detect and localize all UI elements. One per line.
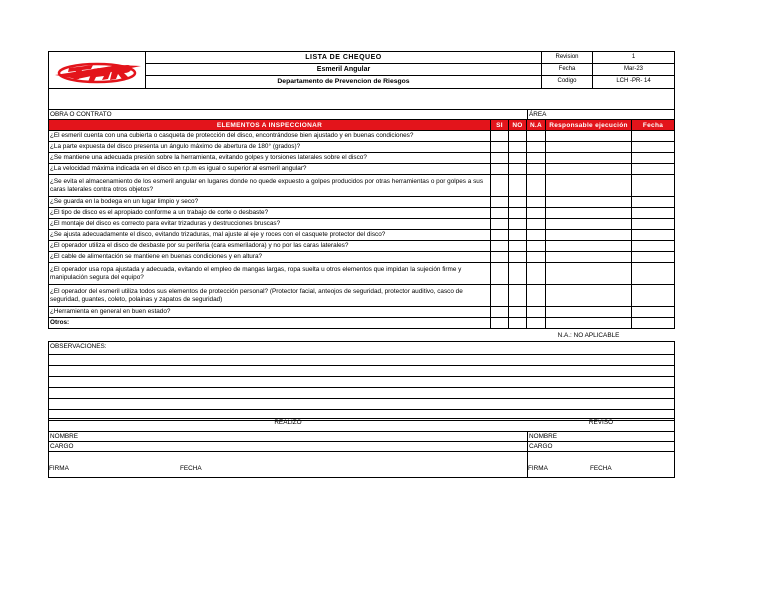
cell-fecha[interactable] bbox=[631, 262, 675, 285]
inspection-item: ¿El tipo de disco es el apropiado conforme a un trabajo de corte o desbaste? bbox=[48, 207, 491, 219]
logo-box bbox=[48, 51, 146, 89]
cell-na[interactable] bbox=[526, 317, 546, 329]
inspection-item: ¿El operador usa ropa ajustada y adecuada, evitando el empleo de mangas largas, ropa suelta u otros elementos que impidan la sujeción firme y manipulación segura del equipo? bbox=[48, 262, 491, 285]
reviso-firma-label: FIRMA bbox=[528, 465, 548, 472]
cell-no[interactable] bbox=[508, 317, 527, 329]
reviso-nombre-field[interactable]: NOMBRE bbox=[527, 431, 675, 442]
realizo-fecha-label: FECHA bbox=[180, 465, 202, 472]
cell-responsable[interactable] bbox=[545, 317, 632, 329]
inspection-item: Otros: bbox=[48, 317, 491, 329]
inspection-item: ¿El operador del esmeril utiliza todos sus elementos de protección personal? (Protector facial, anteojos de seguridad, protector auditivo, casco de seguridad, guantes, coleto, polainas y zapatos de seguridad) bbox=[48, 284, 491, 307]
meta-label-1: Fecha bbox=[541, 63, 593, 76]
document-subtitle: Esmeril Angular bbox=[145, 63, 542, 76]
cell-si[interactable] bbox=[490, 284, 509, 307]
inspection-item: ¿El operador utiliza el disco de desbaste por su periferia (cara esmeriladora) y no por las caras laterales? bbox=[48, 240, 491, 252]
col-header-na: N.A bbox=[526, 119, 546, 131]
inspection-item: ¿Herramienta en general en buen estado? bbox=[48, 306, 491, 318]
company-logo bbox=[49, 52, 145, 88]
cell-si[interactable] bbox=[490, 174, 509, 197]
reviso-fecha-label: FECHA bbox=[590, 465, 612, 472]
meta-value-2: LCH -PR- 14 bbox=[592, 75, 675, 89]
inspection-item: ¿El esmeril cuenta con una cubierta o casqueta de protección del disco, encontrándose bien ajustado y en buenas condiciones? bbox=[48, 130, 491, 142]
inspection-item: ¿La parte expuesta del disco presenta un ángulo máximo de abertura de 180° (grados)? bbox=[48, 141, 491, 153]
col-header-responsable: Responsable ejecución bbox=[545, 119, 632, 131]
reviso-title: REVISÓ bbox=[588, 419, 614, 426]
realizo-firma-label: FIRMA bbox=[49, 465, 69, 472]
realizo-title: REALIZÓ bbox=[274, 419, 302, 426]
document-title: LISTA DE CHEQUEO bbox=[145, 51, 542, 64]
cell-responsable[interactable] bbox=[545, 262, 632, 285]
cell-si[interactable] bbox=[490, 262, 509, 285]
meta-value-0: 1 bbox=[592, 51, 675, 64]
cell-no[interactable] bbox=[508, 262, 527, 285]
inspection-item: ¿Se ajusta adecuadamente el disco, evitando trizaduras, mal ajuste al eje y roces con el casquete protector del disco? bbox=[48, 229, 491, 241]
meta-label-0: Revision bbox=[541, 51, 593, 64]
obra-contrato-label: OBRA O CONTRATO bbox=[48, 109, 528, 120]
inspection-item: ¿Se evita el almacenamiento de los esmeril angular en lugares donde no quede expuesto a golpes producidos por otras herramientas o por golpes a sus caras laterales contra otros objetos? bbox=[48, 174, 491, 197]
department-name: Departamento de Prevencion de Riesgos bbox=[145, 75, 542, 89]
col-header-si: SI bbox=[490, 119, 509, 131]
cell-si[interactable] bbox=[490, 317, 509, 329]
inspection-item: ¿Se guarda en la bodega en un lugar limpio y seco? bbox=[48, 196, 491, 208]
meta-label-2: Codigo bbox=[541, 75, 593, 89]
observaciones-label: OBSERVACIONES: bbox=[48, 341, 675, 355]
realizo-nombre-field[interactable]: NOMBRE bbox=[48, 431, 528, 442]
cell-fecha[interactable] bbox=[631, 284, 675, 307]
col-header-fecha: Fecha bbox=[631, 119, 675, 131]
realizo-cargo-field[interactable]: CARGO bbox=[48, 441, 528, 452]
col-header-elementos: ELEMENTOS A INSPECCIONAR bbox=[48, 119, 491, 131]
cell-fecha[interactable] bbox=[631, 317, 675, 329]
cell-no[interactable] bbox=[508, 174, 527, 197]
cell-fecha[interactable] bbox=[631, 174, 675, 197]
inspection-item: ¿El montaje del disco es correcto para evitar trizaduras y destrucciones bruscas? bbox=[48, 218, 491, 230]
na-note: N.A.: NO APLICABLE bbox=[557, 332, 620, 339]
cell-responsable[interactable] bbox=[545, 284, 632, 307]
inspection-item: ¿La velocidad máxima indicada en el disco en r.p.m es igual o superior al esmeril angular? bbox=[48, 163, 491, 175]
cell-na[interactable] bbox=[526, 262, 546, 285]
meta-value-1: Mar-23 bbox=[592, 63, 675, 76]
cell-no[interactable] bbox=[508, 284, 527, 307]
cell-na[interactable] bbox=[526, 284, 546, 307]
inspection-item: ¿El cable de alimentación se mantiene en buenas condiciones y en altura? bbox=[48, 251, 491, 263]
header-spacer bbox=[48, 88, 675, 109]
cell-na[interactable] bbox=[526, 174, 546, 197]
col-header-no: NO bbox=[508, 119, 527, 131]
cell-responsable[interactable] bbox=[545, 174, 632, 197]
inspection-item: ¿Se mantiene una adecuada presión sobre la herramienta, evitando golpes y torsiones laterales sobre el disco? bbox=[48, 152, 491, 164]
reviso-cargo-field[interactable]: CARGO bbox=[527, 441, 675, 452]
area-label: ÁREA bbox=[527, 109, 675, 120]
